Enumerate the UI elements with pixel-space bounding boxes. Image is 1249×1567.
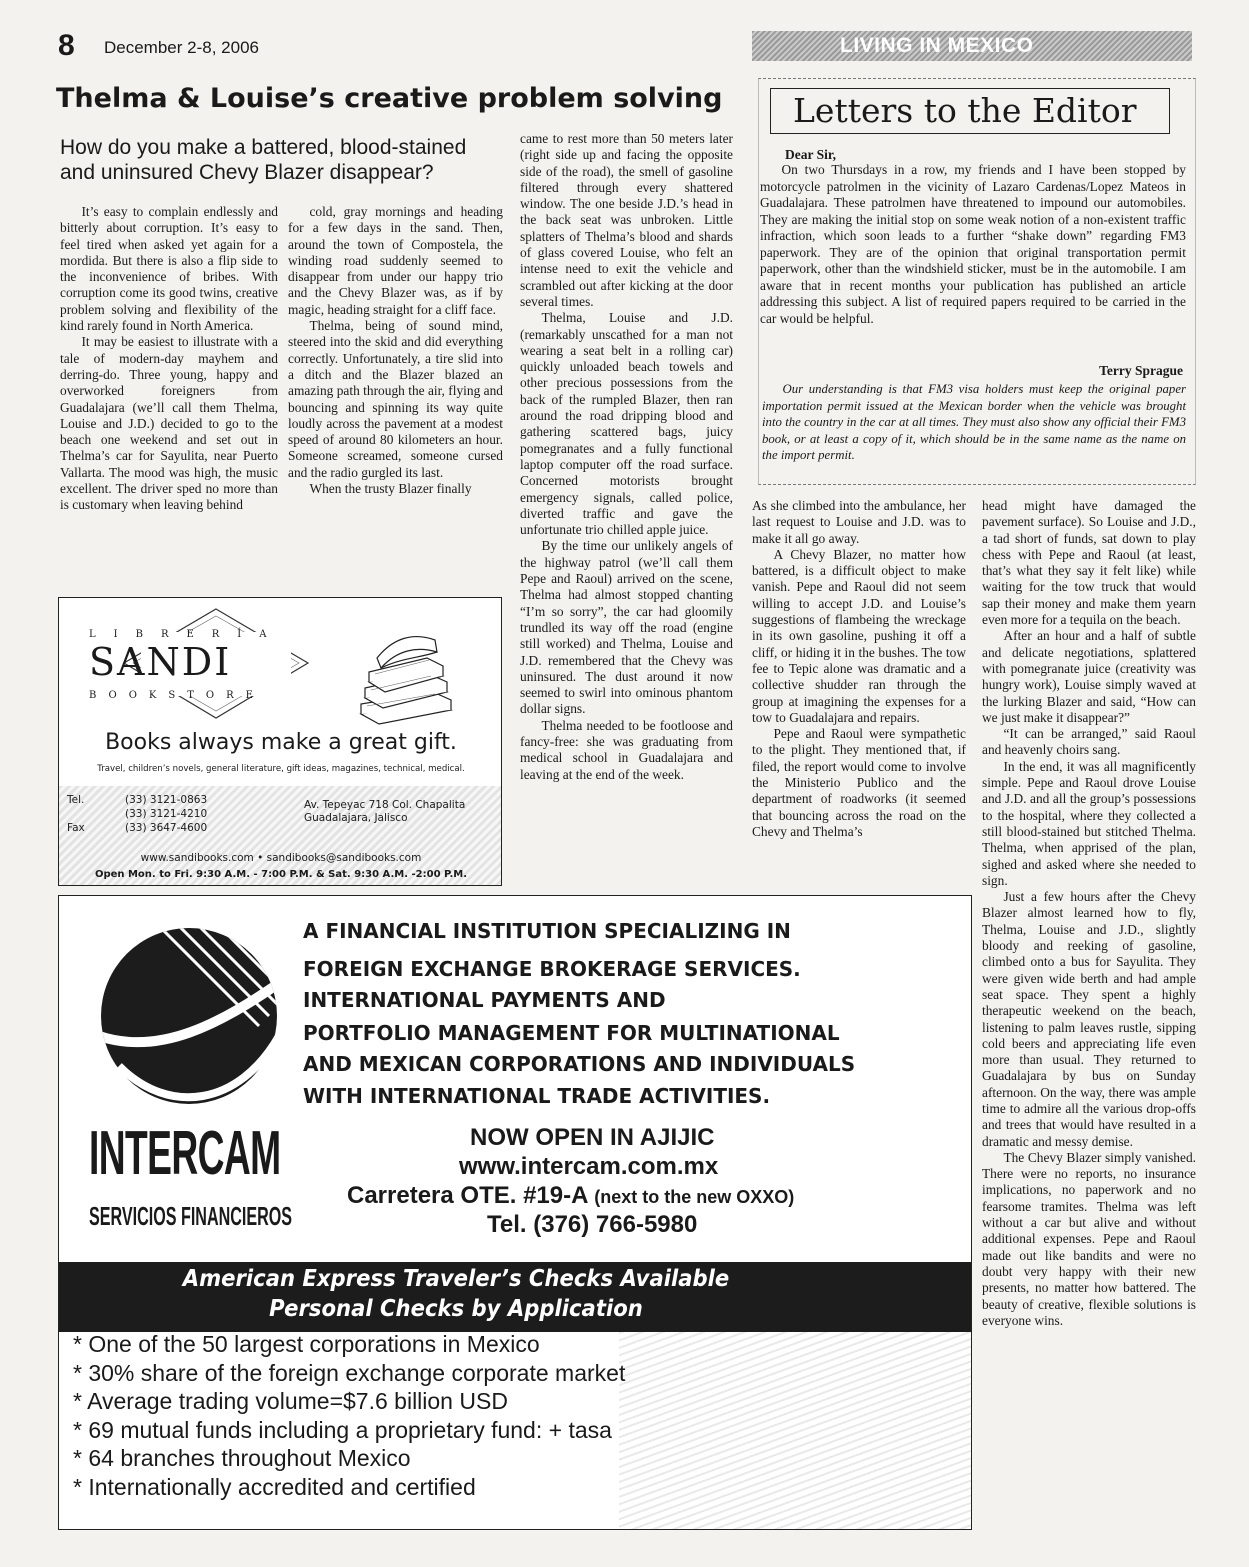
sandi-tel-label: Tel. xyxy=(67,794,85,806)
article-paragraph: As she climbed into the ambulance, her last request to Louise and J.D. was to make it all go away. xyxy=(752,498,966,546)
sandi-tagline: Books always make a great gift. xyxy=(105,730,457,755)
sandi-phone-1: (33) 3121-0863 xyxy=(125,794,208,806)
intercam-address xyxy=(347,1181,794,1212)
article-paragraph: Thelma, being of sound mind, steered into the skid and did everything correctly. Unfortunately, a tire slid into a ditch and the Blazer blazed an amazing path through the air, flying and bouncing and spinning its way quite loudly across the pavement at a modest speed of around 80 kilometers an hour. Someone screamed, someone cursed and the radio gurgled its last. xyxy=(288,318,503,480)
article-headline: Thelma & Louise’s creative problem solving xyxy=(56,83,723,114)
sandi-logo-name: SANDI xyxy=(89,640,232,684)
sandi-hours: Open Mon. to Fri. 9:30 A.M. - 7:00 P.M. & Sat. 9:30 A.M. -2:00 P.M. xyxy=(94,869,468,880)
intercam-headline-line: AND MEXICAN CORPORATIONS AND INDIVIDUALS xyxy=(303,1052,856,1076)
letter-salutation: Dear Sir, xyxy=(785,147,837,162)
intercam-fact: * Average trading volume=$7.6 billion USD xyxy=(73,1387,773,1416)
article-deck: How do you make a battered, blood-stained and uninsured Chevy Blazer disappear? xyxy=(60,136,467,184)
article-paragraph: cold, gray mornings and heading for a few days in the sand. Then, around the town of Compostela, the winding road suddenly seemed to disappear from under our happy trio and the Chevy Blazer was, as if by magic, heading straight for a cliff face. xyxy=(288,204,503,317)
article-column-4 xyxy=(752,498,966,840)
article-paragraph: It may be easiest to illustrate with a tale of modern-day mayhem and derring-do. Three young, happy and overworked foreigners from Guadalajara (we’ll call them Thelma, Louise and J.D.) decided to go to the beach one weekend and set out in Thelma’s car for Sayulita, near Puerto Vallarta. The mood was high, the music excellent. The driver sped no more than is customary when leaving behind xyxy=(60,334,278,513)
section-label: LIVING IN MEXICO xyxy=(840,34,1034,57)
page-number: 8 xyxy=(58,29,75,62)
article-paragraph: Thelma needed to be footloose and fancy-free: she was graduating from medical school in Guadalajara and leaving at the end of the week. xyxy=(520,717,733,782)
intercam-ad xyxy=(58,895,972,1530)
article-paragraph: came to rest more than 50 meters later (right side up and facing the opposite side of the road), the smell of gasoline filtered through every shattered window. The one beside J.D.’s head in the back seat was unbroken. Little splatters of Thelma’s blood and shards of glass covered Louise, who felt an intense need to exit the vehicle and scrambled out after kicking at the door several times. xyxy=(520,131,733,309)
intercam-fact: * 69 mutual funds including a proprietary fund: + tasa xyxy=(73,1416,773,1445)
sandi-address-line-1: Av. Tepeyac 718 Col. Chapalita xyxy=(304,799,466,811)
sandi-fax-label: Fax xyxy=(67,822,85,834)
article-paragraph: When the trusty Blazer finally xyxy=(309,481,472,497)
intercam-fact: * Internationally accredited and certified xyxy=(73,1473,773,1502)
intercam-headline-line: WITH INTERNATIONAL TRADE ACTIVITIES. xyxy=(303,1084,771,1108)
intercam-now-open: NOW OPEN IN AJIJIC xyxy=(470,1124,715,1151)
sandi-libreria-word: LIBRERÍA xyxy=(89,629,285,640)
intercam-logo-wordmark: INTERCAM xyxy=(89,1119,281,1188)
intercam-band-line-2: Personal Checks by Application xyxy=(269,1296,643,1322)
intercam-facts-list xyxy=(73,1330,773,1501)
editor-reply: Our understanding is that FM3 visa holders must keep the original paper importation permit issued at the Mexican border when the vehicle was brought into the country in the car at all times. They must also show any official their FM3 book, or at least a copy of it, which should be in the same name as the name on the import permit. xyxy=(762,382,1186,462)
intercam-globe-logo-icon xyxy=(89,916,289,1116)
intercam-phone: Tel. (376) 766-5980 xyxy=(487,1211,698,1238)
sandi-bookstore-ad xyxy=(58,597,502,886)
issue-date: December 2-8, 2006 xyxy=(104,38,259,57)
sandi-phone-3: (33) 3647-4600 xyxy=(125,822,208,834)
intercam-fact: * One of the 50 largest corporations in Mexico xyxy=(73,1330,773,1359)
intercam-address-note: (next to the new OXXO) xyxy=(594,1187,795,1207)
article-paragraph: After an hour and a half of subtle and delicate negotiations, splattered with pomegranate juice (creativity was hungry work), Louise simply waved at the lurking Blazer and said, “How can we just make it disappear?” xyxy=(982,628,1196,725)
intercam-band-line-1: American Express Traveler’s Checks Available xyxy=(182,1266,730,1292)
intercam-headline-line: PORTFOLIO MANAGEMENT FOR MULTINATIONAL xyxy=(303,1021,840,1045)
section-banner xyxy=(752,31,1192,61)
intercam-headline-line: FOREIGN EXCHANGE BROKERAGE SERVICES. xyxy=(303,957,801,981)
intercam-fact: * 30% share of the foreign exchange corporate market xyxy=(73,1359,773,1388)
sandi-bookstore-word: BOOKSTORE xyxy=(89,690,265,701)
article-paragraph: The Chevy Blazer simply vanished. There were no reports, no insurance implications, no paperwork and no fearsome tramites. Thelma was left without a car but alive and without additional expenses. Pepe and Raoul made out like bandits and were no doubt very happy with their new presents, no matter how battered. The beauty of creative, flexible solutions is everyone wins. xyxy=(982,1149,1196,1328)
sandi-phone-2: (33) 3121-4210 xyxy=(125,808,208,820)
article-paragraph: Just a few hours after the Chevy Blazer almost learned how to fly, Thelma, Louise and J.D., slightly bloody and reeking of gasoline, climbed onto a bus for Sayulita. They were given wide berth and had ample seat space. They spent a highly therapeutic weekend on the beach, listening to palm leaves rustle, sipping cold beers and appreciating life even more than usual. They returned to Guadalajara by bus on Sunday afternoon. On the way, there was ample time to admire all the various drop-offs and trees that would have resulted in a dramatic and messy demise. xyxy=(982,889,1196,1149)
intercam-fact: * 64 branches throughout Mexico xyxy=(73,1444,773,1473)
intercam-headline-line: A FINANCIAL INSTITUTION SPECIALIZING IN xyxy=(303,919,791,943)
sandi-categories: Travel, children’s novels, general literature, gift ideas, magazines, technical, medical. xyxy=(97,764,465,774)
sandi-web-email: www.sandibooks.com • sandibooks@sandibooks.com xyxy=(140,852,422,864)
article-column-3 xyxy=(520,131,733,783)
article-paragraph: Thelma, Louise and J.D. (remarkably unscathed for a man not wearing a seat belt in a rolling car) quickly unloaded beach towels and other precious possessions from the back of the rumpled Blazer, then ran around the road dripping blood and gathering scattered bags, juicy pomegranates and a fully functional laptop computer off the road surface. Concerned motorists brought emergency signals, called police, diverted traffic and gave the unfortunate trio chilled apple juice. xyxy=(520,310,733,538)
intercam-logo-subtitle: SERVICIOS FINANCIEROS xyxy=(89,1201,293,1231)
article-paragraph: It’s easy to complain endlessly and bitterly about corruption. It’s easy to feel tired when asked yet again for a mordida. But there is also a flip side to the inconvenience of bribes. With corruption come its good twins, creative problem solving and flexibility of the kind rarely found in North America. xyxy=(60,204,278,334)
article-paragraph: By the time our unlikely angels of the highway patrol (we’ll call them Pepe and Raoul) arrived on the scene, Thelma had almost stopped chanting “I’m so sorry”, the car had gloomily trundled its way off the road (engine still worked) and Thelma, Louise and J.D. remembered that the Chevy was uninsured. The dust around it now seemed to swirl into ominous phantom dollar signs. xyxy=(520,538,733,717)
intercam-address-street: Carretera OTE. #19-A xyxy=(347,1182,595,1209)
letter-signature: Terry Sprague xyxy=(1099,363,1183,378)
letters-title-frame xyxy=(770,88,1170,134)
letters-title: Letters to the Editor xyxy=(793,91,1137,130)
article-column-1 xyxy=(60,204,278,514)
article-column-5 xyxy=(982,498,1196,1329)
article-paragraph: head might have damaged the pavement surface). So Louise and J.D., a tad short of funds, sat down to play chess with Pepe and Raoul (at least, that’s what they say it felt like) while waiting for the tow truck that would sap their money and make them yearn even more for a tequila on the beach. xyxy=(982,498,1196,628)
letter-body: On two Thursdays in a row, my friends and I have been stopped by motorcycle patrolmen in the vicinity of Lazaro Cardenas/Lopez Mateos in Guadalajara. These patrolmen have threatened to impound our automobiles. They are making the initial stop on some weak notion of a non-existent traffic infraction, which soon leads to a further “shake down” regarding FM3 paperwork. They are of the opinion that original transportation permit paperwork, other than the windshield sticker, must be in the automobile. I am aware that in recent months your publication has published an article addressing this subject. A list of required papers required to be carried in the car would be helpful. xyxy=(760,162,1186,326)
article-paragraph: In the end, it was all magnificently simple. Pepe and Raoul drove Louise and J.D. and all the group’s possessions to the hospital, where they collected a still blood-stained but stitched Thelma. Thelma, when apprised of the plan, sighed and asked where she needed to sign. xyxy=(982,758,1196,888)
intercam-headline-line: INTERNATIONAL PAYMENTS AND xyxy=(303,988,666,1012)
article-column-2 xyxy=(288,204,503,497)
article-paragraph: Pepe and Raoul were sympathetic to the plight. They mentioned that, if filed, the report would come to involve the Ministerio Publico and the department of roadworks (it seemed that bouncing across the road on the Chevy and Thelma’s xyxy=(752,726,966,839)
sandi-address-line-2: Guadalajara, Jalisco xyxy=(304,812,408,824)
article-paragraph: “It can be arranged,” said Raoul and heavenly choirs sang. xyxy=(982,726,1196,758)
stacked-books-icon xyxy=(343,618,463,730)
intercam-website: www.intercam.com.mx xyxy=(459,1153,719,1180)
article-paragraph: A Chevy Blazer, no matter how battered, is a difficult object to make vanish. Pepe and Raoul did not seem willing to accept J.D. and Louise’s suggestions of flambeing the wreckage in its own gasoline, pushing it off a cliff, or hiding it in the bushes. The tow fee to Tepic alone was dramatic and a collective shudder ran through the group at imagining the expenses for a tow to Guadalajara and repairs. xyxy=(752,546,966,725)
